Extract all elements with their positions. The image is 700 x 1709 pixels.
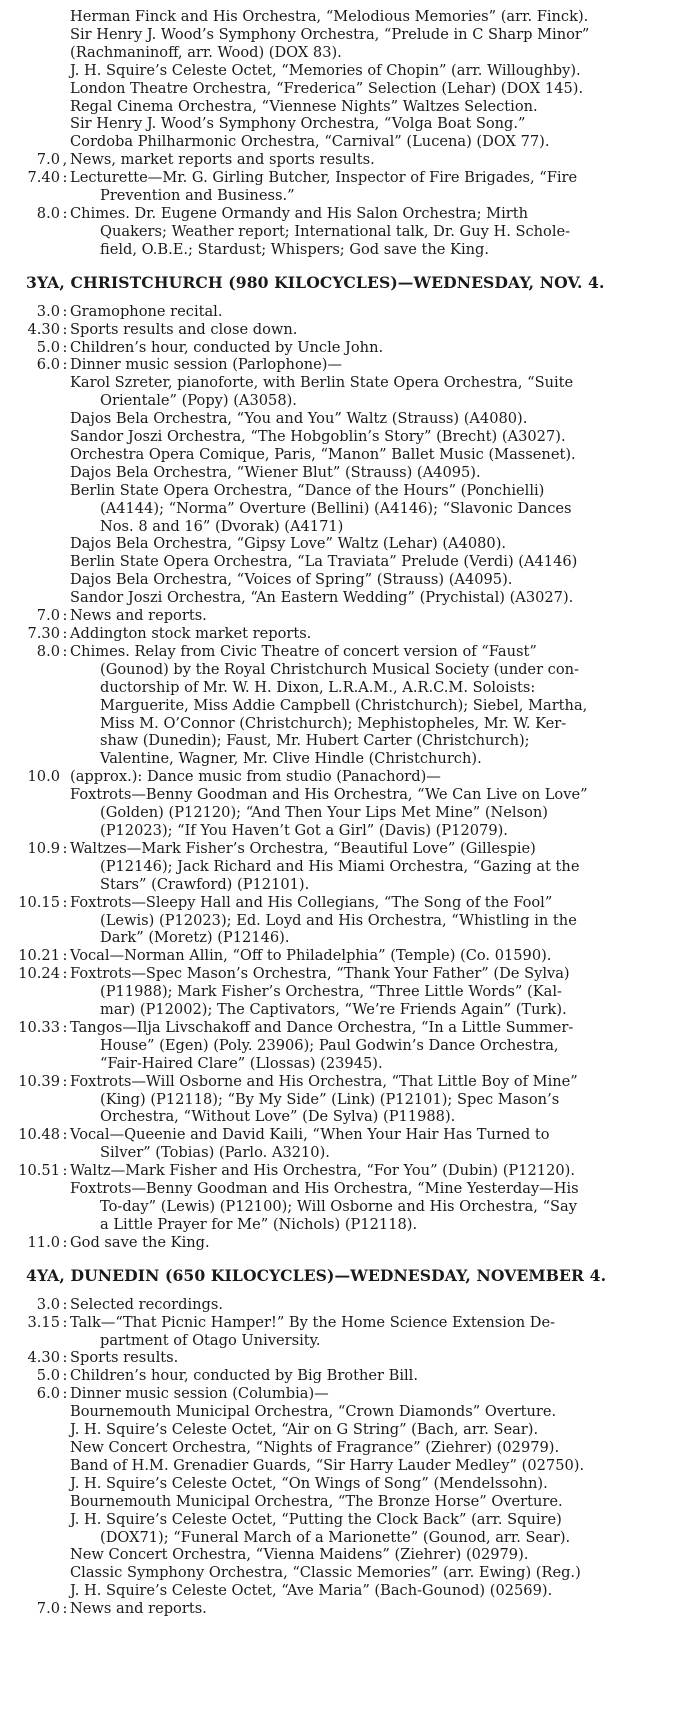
time-separator: : <box>62 965 68 983</box>
program-text: Valentine, Wagner, Mr. Clive Hindle (Christchurch). <box>100 750 482 768</box>
program-text: a Little Prayer for Me” (Nichols) (P12118). <box>100 1215 418 1233</box>
program-line <box>16 1332 688 1350</box>
program-line <box>16 1037 688 1055</box>
program-line <box>16 303 688 321</box>
program-line <box>16 1403 688 1421</box>
program-line <box>16 518 688 536</box>
time-separator: : <box>62 302 68 320</box>
program-line <box>16 1367 688 1385</box>
program-text: “Fair-Haired Clare” (Llossas) (23945). <box>100 1054 383 1072</box>
program-time: 7.0 <box>36 151 60 169</box>
program-text: ductorship of Mr. W. H. Dixon, L.R.A.M., A.R.C.M. Soloists: <box>100 678 536 696</box>
program-line <box>16 1296 688 1314</box>
program-line <box>16 697 688 715</box>
program-text: Tangos—Ilja Livschakoff and Dance Orchestra, “In a Little Summer- <box>70 1018 574 1036</box>
program-text: Dajos Bela Orchestra, “Voices of Spring” (Strauss) (A4095). <box>70 571 513 589</box>
program-line <box>16 840 688 858</box>
schedule-section <box>16 8 688 259</box>
program-time: 7.0 <box>36 1600 60 1618</box>
program-line <box>16 8 688 26</box>
program-text: J. H. Squire’s Celeste Octet, “Putting the Clock Back” (arr. Squire) <box>70 1510 562 1528</box>
program-line <box>16 750 688 768</box>
program-line <box>16 589 688 607</box>
program-text: (Rachmaninoff, arr. Wood) (DOX 83). <box>70 43 342 61</box>
program-line <box>16 133 688 151</box>
program-line <box>16 571 688 589</box>
time-separator: : <box>62 1233 68 1251</box>
program-text: Waltzes—Mark Fisher’s Orchestra, “Beautiful Love” (Gillespie) <box>70 839 536 857</box>
program-line <box>16 356 688 374</box>
time-separator: : <box>62 1126 68 1144</box>
program-line <box>16 553 688 571</box>
program-time: 8.0 <box>36 642 60 660</box>
program-text: Dajos Bela Orchestra, “Gipsy Love” Waltz (Lehar) (A4080). <box>70 535 507 553</box>
program-text: Lecturette—Mr. G. Girling Butcher, Inspector of Fire Brigades, “Fire <box>70 169 578 187</box>
time-separator: : <box>62 356 68 374</box>
program-text: Dinner music session (Parlophone)— <box>70 356 343 374</box>
program-text: News and reports. <box>70 607 207 625</box>
station-heading: 4YA, DUNEDIN (650 KILOCYCLES)—WEDNESDAY, NOVEMBER 4. <box>26 1265 607 1285</box>
time-separator: : <box>62 204 68 222</box>
program-text: Prevention and Business.” <box>100 187 295 205</box>
program-text: Cordoba Philharmonic Orchestra, “Carnival” (Lucena) (DOX 77). <box>70 133 550 151</box>
program-text: God save the King. <box>70 1233 210 1251</box>
time-separator: : <box>62 1349 68 1367</box>
program-time: 8.0 <box>36 204 60 222</box>
program-line <box>16 1457 688 1475</box>
program-text: New Concert Orchestra, “Vienna Maidens” (Ziehrer) (02979). <box>70 1546 529 1564</box>
program-line <box>16 1385 688 1403</box>
program-text: Orientale” (Popy) (A3058). <box>100 392 297 410</box>
program-text: Gramophone recital. <box>70 302 223 320</box>
program-text: Foxtrots—Benny Goodman and His Orchestra, “We Can Live on Love” <box>70 786 588 804</box>
program-time: 7.40 <box>27 169 60 187</box>
time-separator: : <box>62 1072 68 1090</box>
program-line <box>16 786 688 804</box>
program-line <box>16 482 688 500</box>
program-line <box>16 768 688 786</box>
program-line <box>16 607 688 625</box>
program-text: Marguerite, Miss Addie Campbell (Christchurch); Siebel, Martha, <box>100 696 588 714</box>
program-line <box>16 410 688 428</box>
program-text: Vocal—Norman Allin, “Off to Philadelphia” (Temple) (Co. 01590). <box>70 947 552 965</box>
program-text: London Theatre Orchestra, “Frederica” Selection (Lehar) (DOX 145). <box>70 79 584 97</box>
program-text: Herman Finck and His Orchestra, “Melodious Memories” (arr. Finck). <box>70 8 589 25</box>
program-text: field, O.B.E.; Stardust; Whispers; God save the King. <box>100 240 489 258</box>
program-line <box>16 947 688 965</box>
program-text: Dajos Bela Orchestra, “You and You” Waltz (Strauss) (A4080). <box>70 410 528 428</box>
program-text: (King) (P12118); “By My Side” (Link) (P12101); Spec Mason’s <box>100 1090 560 1108</box>
program-line <box>16 1600 688 1618</box>
program-text: Orchestra, “Without Love” (De Sylva) (P11988). <box>100 1108 456 1126</box>
program-time: 6.0 <box>36 1385 60 1403</box>
time-separator: : <box>62 338 68 356</box>
program-text: (A4144); “Norma” Overture (Bellini) (A4146); “Slavonic Dances <box>100 499 572 517</box>
program-line <box>16 62 688 80</box>
program-text: (P12146); Jack Richard and His Miami Orchestra, “Gazing at the <box>100 857 580 875</box>
program-line <box>16 1234 688 1252</box>
program-time: 6.0 <box>36 356 60 374</box>
program-text: Band of H.M. Grenadier Guards, “Sir Harry Lauder Medley” (02750). <box>70 1456 585 1474</box>
program-line <box>16 894 688 912</box>
program-time: 7.30 <box>27 625 60 642</box>
program-line <box>16 1091 688 1109</box>
program-text: (P11988); Mark Fisher’s Orchestra, “Three Little Words” (Kal- <box>100 983 562 1001</box>
program-text: Miss M. O’Connor (Christchurch); Mephistopheles, Mr. W. Ker- <box>100 714 567 732</box>
schedule-section <box>16 1266 688 1618</box>
program-line <box>16 661 688 679</box>
program-line <box>16 929 688 947</box>
program-text: Nos. 8 and 16” (Dvorak) (A4171) <box>100 517 344 535</box>
program-text: Berlin State Opera Orchestra, “Dance of the Hours” (Ponchielli) <box>70 481 545 499</box>
program-line <box>16 1055 688 1073</box>
program-time: 10.48 <box>18 1126 60 1144</box>
program-line <box>16 1314 688 1332</box>
time-separator: , <box>62 151 68 169</box>
program-text: Foxtrots—Sleepy Hall and His Collegians, “The Song of the Fool” <box>70 893 553 911</box>
program-line <box>16 732 688 750</box>
program-text: (Lewis) (P12023); Ed. Loyd and His Orchestra, “Whistling in the <box>100 911 577 929</box>
program-time: 7.0 <box>36 607 60 625</box>
program-text: (DOX71); “Funeral March of a Marionette” (Gounod, arr. Sear). <box>100 1528 571 1546</box>
program-line <box>16 80 688 98</box>
program-text: Foxtrots—Will Osborne and His Orchestra, “That Little Boy of Mine” <box>70 1072 578 1090</box>
time-separator: : <box>62 320 68 338</box>
program-text: (approx.): Dance music from studio (Panachord)— <box>70 768 441 786</box>
program-line <box>16 205 688 223</box>
program-line <box>16 1108 688 1126</box>
program-line <box>16 1529 688 1547</box>
program-text: (P12023); “If You Haven’t Got a Girl” (Davis) (P12079). <box>100 821 508 839</box>
program-text: Regal Cinema Orchestra, “Viennese Nights” Waltzes Selection. <box>70 97 538 115</box>
program-text: Sports results and close down. <box>70 320 298 338</box>
program-line <box>16 223 688 241</box>
program-text: Vocal—Queenie and David Kaili, “When Your Hair Has Turned to <box>70 1126 550 1144</box>
program-line <box>16 1216 688 1234</box>
program-line <box>16 983 688 1001</box>
time-separator: : <box>62 607 68 625</box>
program-text: Children’s hour, conducted by Big Brother Bill. <box>70 1367 418 1385</box>
station-heading: 3YA, CHRISTCHURCH (980 KILOCYCLES)—WEDNESDAY, NOV. 4. <box>26 272 605 292</box>
program-text: Selected recordings. <box>70 1295 224 1313</box>
program-line <box>16 321 688 339</box>
program-line <box>16 339 688 357</box>
time-separator: : <box>62 1367 68 1385</box>
program-text: Stars” (Crawford) (P12101). <box>100 875 310 893</box>
program-text: House” (Egen) (Poly. 23906); Paul Godwin’s Dance Orchestra, <box>100 1036 559 1054</box>
program-line <box>16 822 688 840</box>
program-text: J. H. Squire’s Celeste Octet, “Memories of Chopin” (arr. Willoughby). <box>70 61 581 79</box>
program-text: News and reports. <box>70 1600 207 1618</box>
program-time: 10.39 <box>18 1072 60 1090</box>
program-line <box>16 1073 688 1091</box>
program-line <box>16 464 688 482</box>
program-text: Silver” (Tobias) (Parlo. A3210). <box>100 1144 330 1162</box>
program-text: Bournemouth Municipal Orchestra, “Crown Diamonds” Overture. <box>70 1403 557 1421</box>
program-line <box>16 1564 688 1582</box>
program-time: 5.0 <box>36 1367 60 1385</box>
program-line <box>16 241 688 259</box>
program-text: Talk—“That Picnic Hamper!” By the Home Science Extension De- <box>70 1313 556 1331</box>
program-line <box>16 44 688 62</box>
program-text: Waltz—Mark Fisher and His Orchestra, “For You” (Dubin) (P12120). <box>70 1162 575 1180</box>
time-separator: : <box>62 1385 68 1403</box>
program-text: Addington stock market reports. <box>70 625 312 642</box>
program-time: 10.9 <box>27 839 60 857</box>
program-line <box>16 392 688 410</box>
program-line <box>16 428 688 446</box>
program-line <box>16 965 688 983</box>
program-text: Chimes. Relay from Civic Theatre of concert version of “Faust” <box>70 642 537 660</box>
program-line <box>16 115 688 133</box>
program-line <box>16 1126 688 1144</box>
time-separator: : <box>62 1162 68 1180</box>
program-time: 11.0 <box>27 1233 60 1251</box>
time-separator: : <box>62 1295 68 1313</box>
program-line <box>16 446 688 464</box>
program-line <box>16 1180 688 1198</box>
time-separator: : <box>62 947 68 965</box>
program-line <box>16 1001 688 1019</box>
program-line <box>16 151 688 169</box>
program-line <box>16 1475 688 1493</box>
program-text: Bournemouth Municipal Orchestra, “The Bronze Horse” Overture. <box>70 1492 563 1510</box>
schedule-section <box>16 273 688 1252</box>
program-text: mar) (P12002); The Captivators, “We’re Friends Again” (Turk). <box>100 1001 567 1019</box>
program-line <box>16 374 688 392</box>
program-line <box>16 1511 688 1529</box>
program-time: 10.51 <box>18 1162 60 1180</box>
program-time: 10.21 <box>18 947 60 965</box>
program-line <box>16 1421 688 1439</box>
program-time: 10.33 <box>18 1018 60 1036</box>
program-line <box>16 876 688 894</box>
program-line <box>16 26 688 44</box>
time-separator: : <box>62 1018 68 1036</box>
program-time: 10.15 <box>18 893 60 911</box>
program-line <box>16 912 688 930</box>
program-text: shaw (Dunedin); Faust, Mr. Hubert Carter (Christchurch); <box>100 732 530 750</box>
program-line <box>16 169 688 187</box>
program-text: Dark” (Moretz) (P12146). <box>100 929 290 947</box>
program-text: (Gounod) by the Royal Christchurch Musical Society (under con- <box>100 660 579 678</box>
program-line <box>16 679 688 697</box>
program-text: (Golden) (P12120); “And Then Your Lips Met Mine” (Nelson) <box>100 804 548 822</box>
program-text: partment of Otago University. <box>100 1331 321 1349</box>
time-separator: : <box>62 169 68 187</box>
program-line <box>16 1582 688 1600</box>
program-line <box>16 1019 688 1037</box>
program-text: Sir Henry J. Wood’s Symphony Orchestra, “Prelude in C Sharp Minor” <box>70 25 590 43</box>
program-line <box>16 535 688 553</box>
program-line <box>16 98 688 116</box>
program-text: Chimes. Dr. Eugene Ormandy and His Salon Orchestra; Mirth <box>70 204 529 222</box>
program-text: Children’s hour, conducted by Uncle John. <box>70 338 384 356</box>
program-time: 10.24 <box>18 965 60 983</box>
program-line <box>16 715 688 733</box>
program-text: Sports results. <box>70 1349 179 1367</box>
program-text: Quakers; Weather report; International talk, Dr. Guy H. Schole- <box>100 222 571 240</box>
program-text: J. H. Squire’s Celeste Octet, “Ave Maria” (Bach-Gounod) (02569). <box>70 1582 553 1600</box>
program-text: J. H. Squire’s Celeste Octet, “Air on G String” (Bach, arr. Sear). <box>70 1421 539 1439</box>
program-text: Sandor Joszi Orchestra, “An Eastern Wedding” (Prychistal) (A3027). <box>70 589 574 607</box>
program-text: Orchestra Opera Comique, Paris, “Manon” Ballet Music (Massenet). <box>70 445 576 463</box>
program-text: News, market reports and sports results. <box>70 151 375 169</box>
program-text: Karol Szreter, pianoforte, with Berlin State Opera Orchestra, “Suite <box>70 374 574 392</box>
program-text: To-day” (Lewis) (P12100); Will Osborne and His Orchestra, “Say <box>100 1198 577 1215</box>
program-text: Classic Symphony Orchestra, “Classic Memories” (arr. Ewing) (Reg.) <box>70 1564 581 1582</box>
time-separator: : <box>62 1313 68 1331</box>
program-line <box>16 500 688 518</box>
time-separator: : <box>62 839 68 857</box>
program-line <box>16 187 688 205</box>
program-time: 5.0 <box>36 338 60 356</box>
program-text: J. H. Squire’s Celeste Octet, “On Wings of Song” (Mendelssohn). <box>70 1474 548 1492</box>
program-line <box>16 1493 688 1511</box>
time-separator: : <box>62 625 68 642</box>
program-line <box>16 1439 688 1457</box>
time-separator: : <box>62 893 68 911</box>
program-text: Dinner music session (Columbia)— <box>70 1385 329 1403</box>
program-time: 4.30 <box>27 320 60 338</box>
program-text: Sir Henry J. Wood’s Symphony Orchestra, “Volga Boat Song.” <box>70 115 526 133</box>
program-line <box>16 1144 688 1162</box>
program-text: Sandor Joszi Orchestra, “The Hobgoblin’s Story” (Brecht) (A3027). <box>70 428 566 446</box>
program-line <box>16 1198 688 1216</box>
time-separator: : <box>62 642 68 660</box>
program-line <box>16 804 688 822</box>
program-text: Foxtrots—Spec Mason’s Orchestra, “Thank Your Father” (De Sylva) <box>70 965 570 983</box>
program-line <box>16 643 688 661</box>
time-separator: : <box>62 1600 68 1618</box>
program-time: 3.0 <box>36 302 60 320</box>
program-time: 3.0 <box>36 1295 60 1313</box>
program-line <box>16 1349 688 1367</box>
program-time: 10.0 <box>27 768 60 786</box>
program-text: New Concert Orchestra, “Nights of Fragrance” (Ziehrer) (02979). <box>70 1438 560 1456</box>
program-line <box>16 1546 688 1564</box>
program-text: Berlin State Opera Orchestra, “La Traviata” Prelude (Verdi) (A4146) <box>70 553 578 571</box>
program-line <box>16 625 688 643</box>
program-line <box>16 858 688 876</box>
program-time: 4.30 <box>27 1349 60 1367</box>
program-text: Dajos Bela Orchestra, “Wiener Blut” (Strauss) (A4095). <box>70 463 481 481</box>
program-text: Foxtrots—Benny Goodman and His Orchestra, “Mine Yesterday—His <box>70 1180 579 1198</box>
program-time: 3.15 <box>27 1313 60 1331</box>
program-line <box>16 1162 688 1180</box>
